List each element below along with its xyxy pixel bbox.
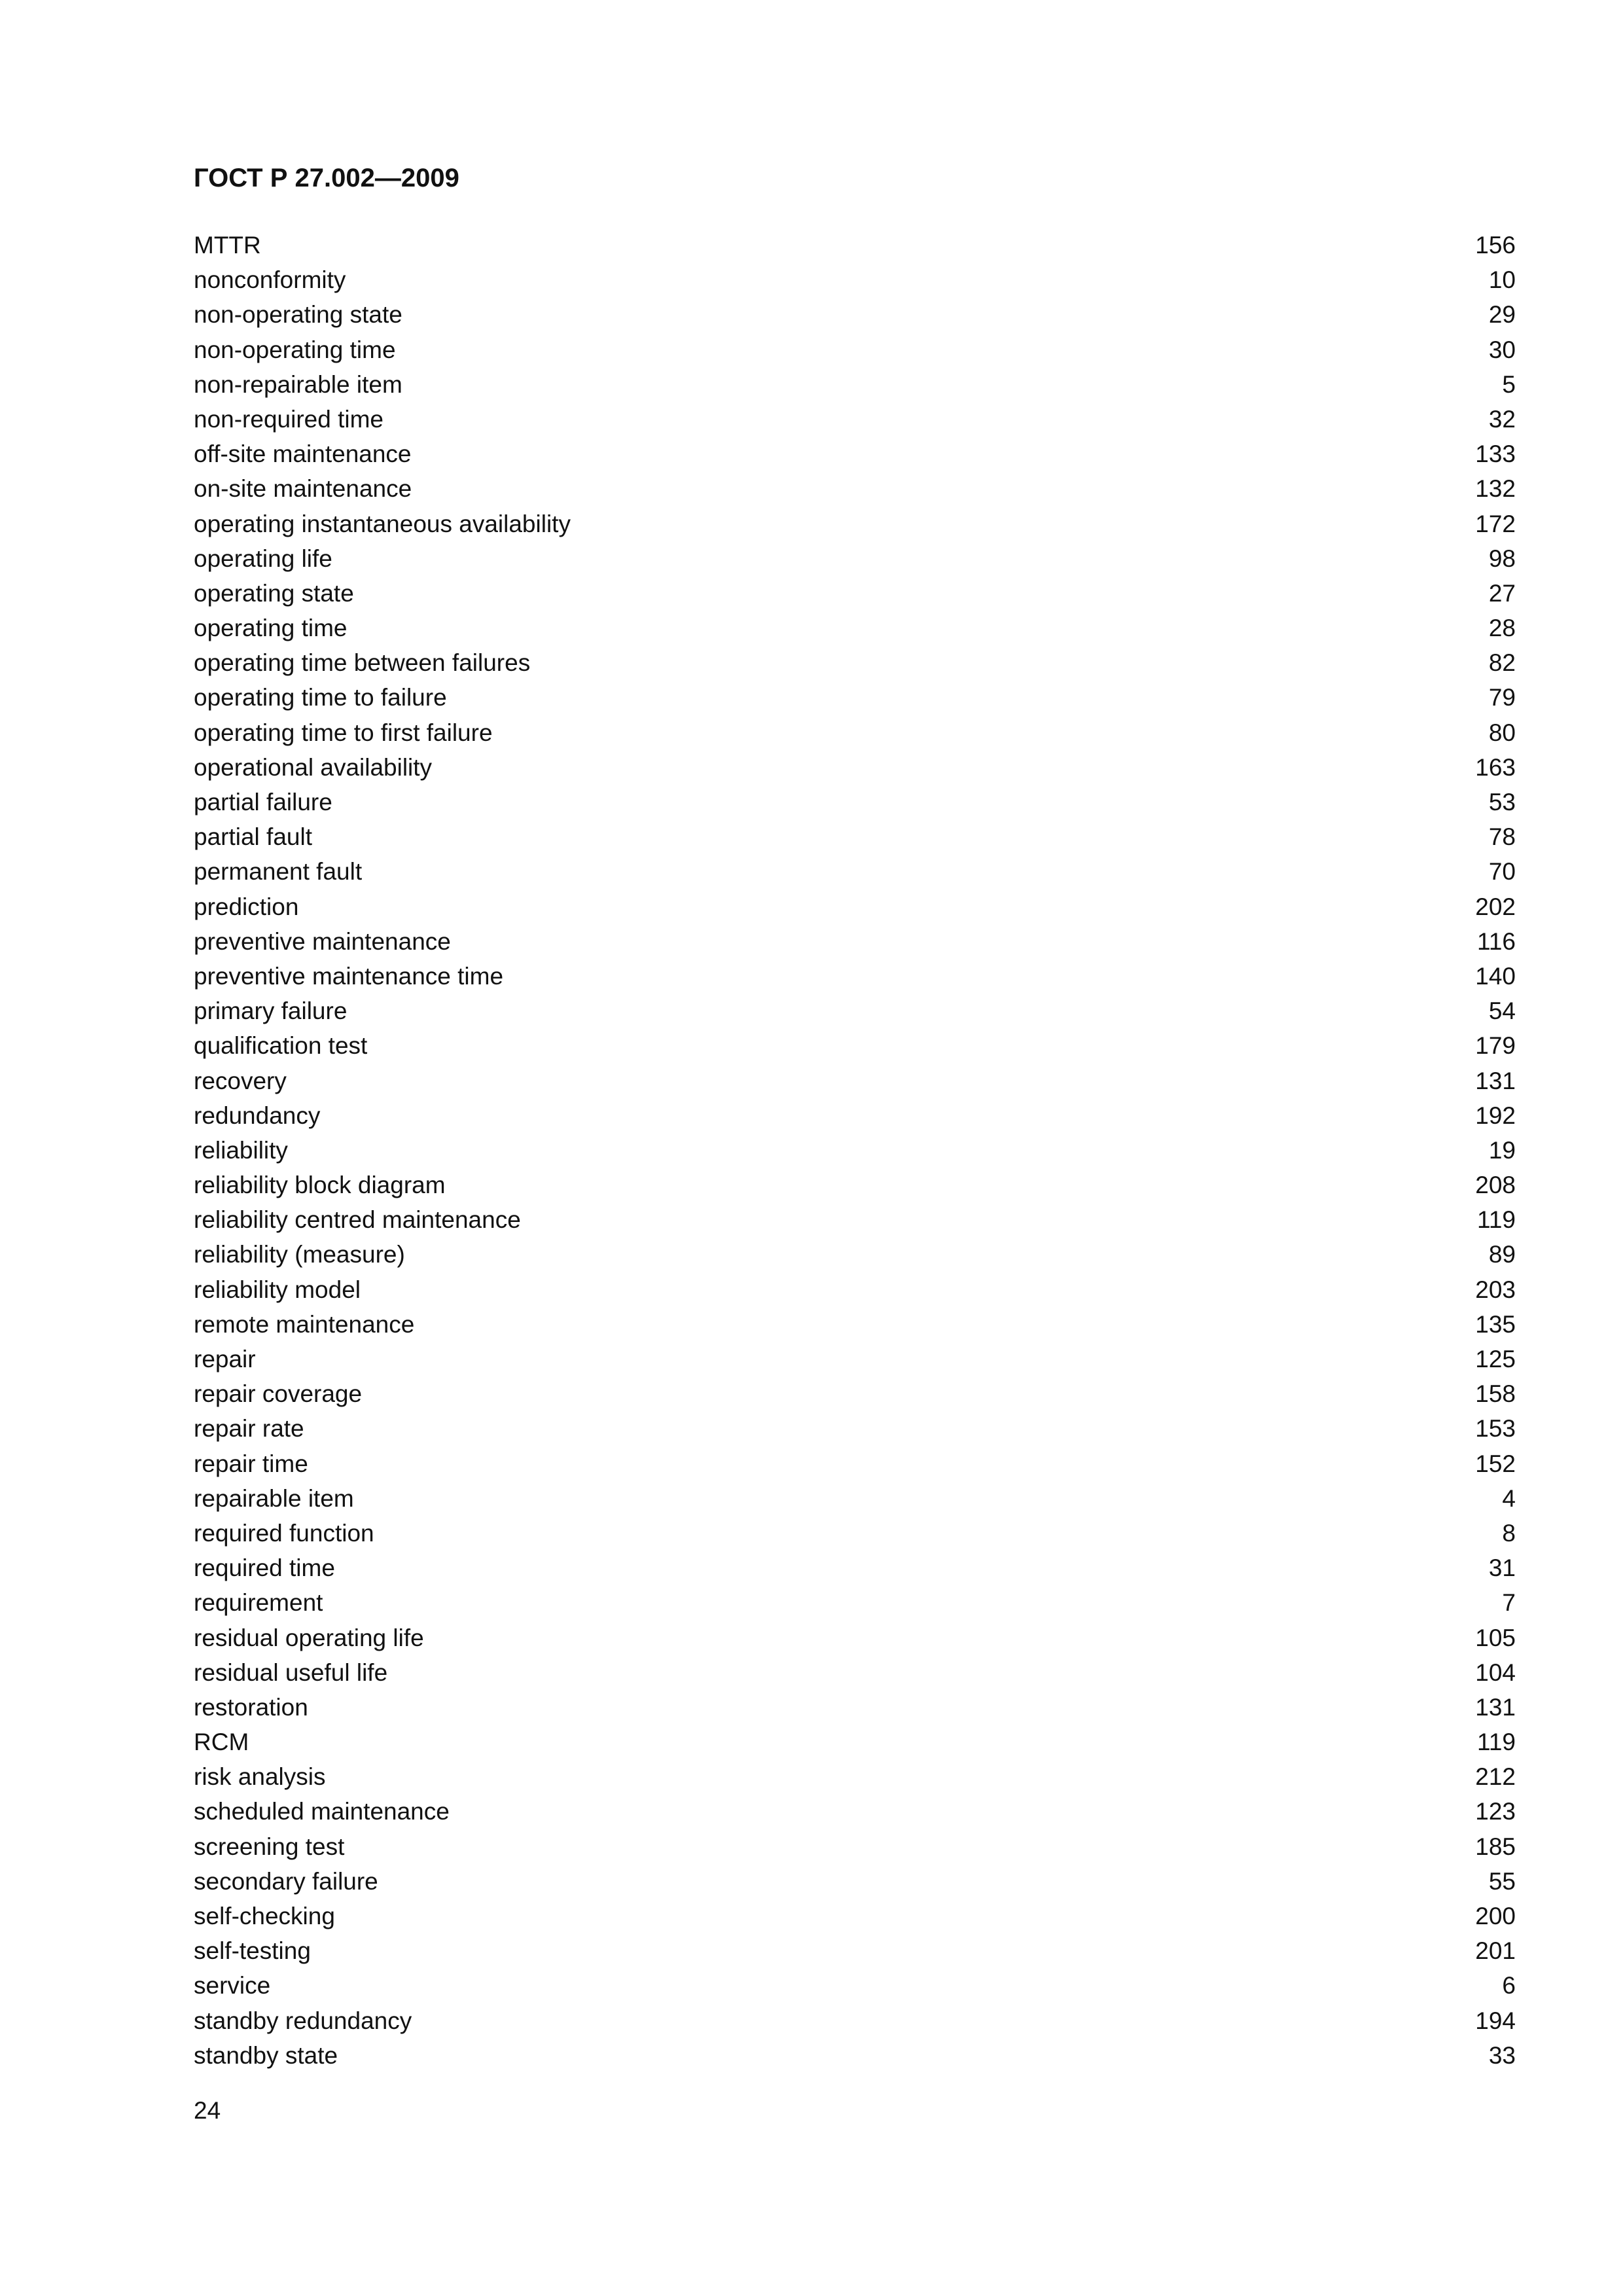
index-entry-row — [194, 1516, 1516, 1551]
index-term-number: 82 — [1488, 649, 1516, 677]
index-entry-row — [194, 645, 1516, 680]
index-term-number: 152 — [1475, 1450, 1516, 1477]
index-term-number: 32 — [1488, 405, 1516, 433]
index-term: operating state — [194, 579, 354, 607]
index-term: preventive maintenance — [194, 927, 451, 955]
index-term: operational availability — [194, 753, 433, 781]
index-term-number: 19 — [1488, 1136, 1516, 1164]
index-term-number: 163 — [1475, 753, 1516, 781]
index-term-number: 119 — [1477, 1729, 1516, 1756]
index-term: operating instantaneous availability — [194, 510, 571, 537]
index-entry-row — [194, 1098, 1516, 1133]
index-term-number: 201 — [1475, 1937, 1516, 1965]
index-term: on-site maintenance — [194, 475, 412, 503]
index-term-number: 80 — [1488, 719, 1516, 746]
index-term: repair time — [194, 1450, 308, 1477]
index-term: standby state — [194, 2041, 338, 2069]
index-entry-row — [194, 1933, 1516, 1968]
index-entry-row — [194, 1551, 1516, 1585]
index-term: partial fault — [194, 823, 312, 851]
index-term-number: 70 — [1488, 858, 1516, 886]
index-term-number: 200 — [1475, 1903, 1516, 1929]
index-term-number: 194 — [1475, 2007, 1516, 2034]
index-entry-row — [194, 680, 1516, 715]
index-term-number: 192 — [1475, 1102, 1516, 1129]
index-term: secondary failure — [194, 1867, 378, 1895]
index-entry-row — [194, 1064, 1516, 1098]
index-term-number: 79 — [1488, 684, 1516, 711]
index-entry-row — [194, 262, 1516, 297]
index-term: reliability centred maintenance — [194, 1206, 521, 1234]
index-entry-row — [194, 367, 1516, 402]
index-term: risk analysis — [194, 1763, 326, 1791]
index-entry-row — [194, 297, 1516, 332]
index-term: nonconformity — [194, 266, 346, 294]
index-term: restoration — [194, 1693, 308, 1721]
index-term-number: 132 — [1475, 475, 1516, 503]
index-term: repair rate — [194, 1415, 304, 1443]
page-header-standard-id: ГОСТ Р 27.002—2009 — [194, 164, 459, 192]
index-term-number: 131 — [1475, 1693, 1516, 1721]
index-term-number: 119 — [1477, 1206, 1516, 1234]
index-entry-row — [194, 541, 1516, 576]
index-term-number: 55 — [1488, 1867, 1516, 1895]
index-term-number: 28 — [1488, 615, 1516, 642]
index-term-number: 202 — [1475, 893, 1516, 920]
index-entry-row — [194, 785, 1516, 819]
index-entry-row — [194, 924, 1516, 959]
index-term: reliability — [194, 1136, 288, 1164]
index-term-number: 131 — [1475, 1067, 1516, 1094]
index-entry-row — [194, 1168, 1516, 1202]
index-term: prediction — [194, 893, 299, 920]
index-term-number: 27 — [1488, 579, 1516, 607]
index-entry-row — [194, 1202, 1516, 1237]
page-number: 24 — [194, 2097, 221, 2124]
index-term: reliability (measure) — [194, 1241, 405, 1268]
index-term-number: 78 — [1488, 823, 1516, 851]
index-entry-row — [194, 611, 1516, 645]
index-entry-row — [194, 854, 1516, 889]
index-entry-row — [194, 750, 1516, 785]
index-entry-row — [194, 1759, 1516, 1794]
index-entry-row — [194, 2038, 1516, 2073]
index-term-number: 203 — [1475, 1276, 1516, 1303]
index-entry-row — [194, 1028, 1516, 1063]
index-term: operating time between failures — [194, 649, 531, 677]
index-term-number: 185 — [1475, 1833, 1516, 1860]
index-entry-row — [194, 1690, 1516, 1725]
index-term-number: 135 — [1475, 1310, 1516, 1338]
index-term-number: 116 — [1477, 927, 1516, 955]
index-entry-row — [194, 471, 1516, 506]
index-entry-row — [194, 332, 1516, 367]
index-term-number: 5 — [1502, 370, 1516, 398]
index-term: repairable item — [194, 1484, 354, 1512]
index-term-number: 156 — [1475, 232, 1516, 259]
index-term-number: 89 — [1488, 1241, 1516, 1268]
index-term-number: 123 — [1475, 1798, 1516, 1825]
index-term-number: 125 — [1475, 1346, 1516, 1372]
index-term-number: 53 — [1488, 789, 1516, 816]
index-entry-row — [194, 1411, 1516, 1446]
index-entry-row — [194, 889, 1516, 924]
index-term-number: 140 — [1475, 962, 1516, 990]
index-term: screening test — [194, 1833, 345, 1860]
index-entry-row — [194, 1829, 1516, 1864]
index-entry-row — [194, 1376, 1516, 1411]
index-term: reliability block diagram — [194, 1172, 446, 1199]
index-entry-row — [194, 1237, 1516, 1272]
index-term-number: 10 — [1488, 266, 1516, 294]
index-term: self-testing — [194, 1937, 311, 1965]
alphabetical-term-index — [194, 228, 1516, 2073]
index-term: non-operating state — [194, 301, 402, 329]
index-term: requirement — [194, 1589, 323, 1617]
index-term: operating life — [194, 545, 332, 572]
index-term-number: 98 — [1488, 545, 1516, 572]
index-term: remote maintenance — [194, 1310, 415, 1338]
index-term: RCM — [194, 1729, 249, 1756]
index-term: non-repairable item — [194, 370, 402, 398]
index-term: off-site maintenance — [194, 440, 412, 468]
index-entry-row — [194, 1968, 1516, 2003]
index-entry-row — [194, 1899, 1516, 1933]
index-term-number: 208 — [1475, 1172, 1516, 1199]
index-term: self-checking — [194, 1903, 335, 1929]
index-term-number: 31 — [1488, 1554, 1516, 1582]
index-term-number: 212 — [1475, 1763, 1516, 1791]
index-term-number: 30 — [1488, 336, 1516, 363]
index-term: required function — [194, 1519, 374, 1547]
index-term: MTTR — [194, 232, 261, 259]
index-term-number: 172 — [1475, 510, 1516, 537]
index-term-number: 7 — [1502, 1589, 1516, 1617]
index-term: partial failure — [194, 789, 332, 816]
index-term-number: 8 — [1502, 1519, 1516, 1547]
index-term: operating time to failure — [194, 684, 447, 711]
index-term: scheduled maintenance — [194, 1798, 450, 1825]
index-entry-row — [194, 819, 1516, 854]
index-term: preventive maintenance time — [194, 962, 504, 990]
index-term: non-required time — [194, 405, 383, 433]
index-term-number: 105 — [1475, 1624, 1516, 1651]
index-term: residual useful life — [194, 1659, 388, 1686]
index-entry-row — [194, 437, 1516, 471]
index-entry-row — [194, 1621, 1516, 1655]
index-term-number: 153 — [1475, 1415, 1516, 1443]
index-term-number: 33 — [1488, 2041, 1516, 2069]
index-term-number: 158 — [1475, 1380, 1516, 1408]
index-term-number: 179 — [1475, 1032, 1516, 1060]
index-entry-row — [194, 576, 1516, 611]
index-entry-row — [194, 2003, 1516, 2038]
index-term-number: 133 — [1475, 440, 1516, 468]
index-term-number: 29 — [1488, 301, 1516, 329]
index-entry-row — [194, 1342, 1516, 1376]
index-term: standby redundancy — [194, 2007, 412, 2034]
index-entry-row — [194, 1585, 1516, 1620]
index-term: operating time to first failure — [194, 719, 493, 746]
index-term: service — [194, 1972, 271, 2000]
index-entry-row — [194, 1481, 1516, 1516]
index-entry-row — [194, 507, 1516, 541]
index-term: qualification test — [194, 1032, 368, 1060]
index-entry-row — [194, 1864, 1516, 1899]
index-term: primary failure — [194, 997, 348, 1025]
index-entry-row — [194, 1655, 1516, 1690]
index-term-number: 104 — [1475, 1659, 1516, 1686]
index-entry-row — [194, 1446, 1516, 1481]
index-term: non-operating time — [194, 336, 396, 363]
index-entry-row — [194, 994, 1516, 1028]
index-entry-row — [194, 1133, 1516, 1168]
index-term-number: 54 — [1488, 997, 1516, 1025]
index-term-number: 4 — [1502, 1484, 1516, 1512]
index-term: repair coverage — [194, 1380, 363, 1408]
index-term: recovery — [194, 1067, 287, 1094]
index-term: repair — [194, 1346, 256, 1372]
index-entry-row — [194, 1307, 1516, 1342]
index-entry-row — [194, 1725, 1516, 1759]
index-entry-row — [194, 402, 1516, 437]
index-term: redundancy — [194, 1102, 321, 1129]
index-term: required time — [194, 1554, 335, 1582]
index-term: reliability model — [194, 1276, 361, 1303]
index-entry-row — [194, 715, 1516, 750]
index-entry-row — [194, 1794, 1516, 1829]
index-term: residual operating life — [194, 1624, 424, 1651]
index-term: permanent fault — [194, 858, 363, 886]
index-entry-row — [194, 228, 1516, 262]
index-entry-row — [194, 1272, 1516, 1307]
index-entry-row — [194, 959, 1516, 994]
index-term: operating time — [194, 615, 348, 642]
index-term-number: 6 — [1502, 1972, 1516, 2000]
